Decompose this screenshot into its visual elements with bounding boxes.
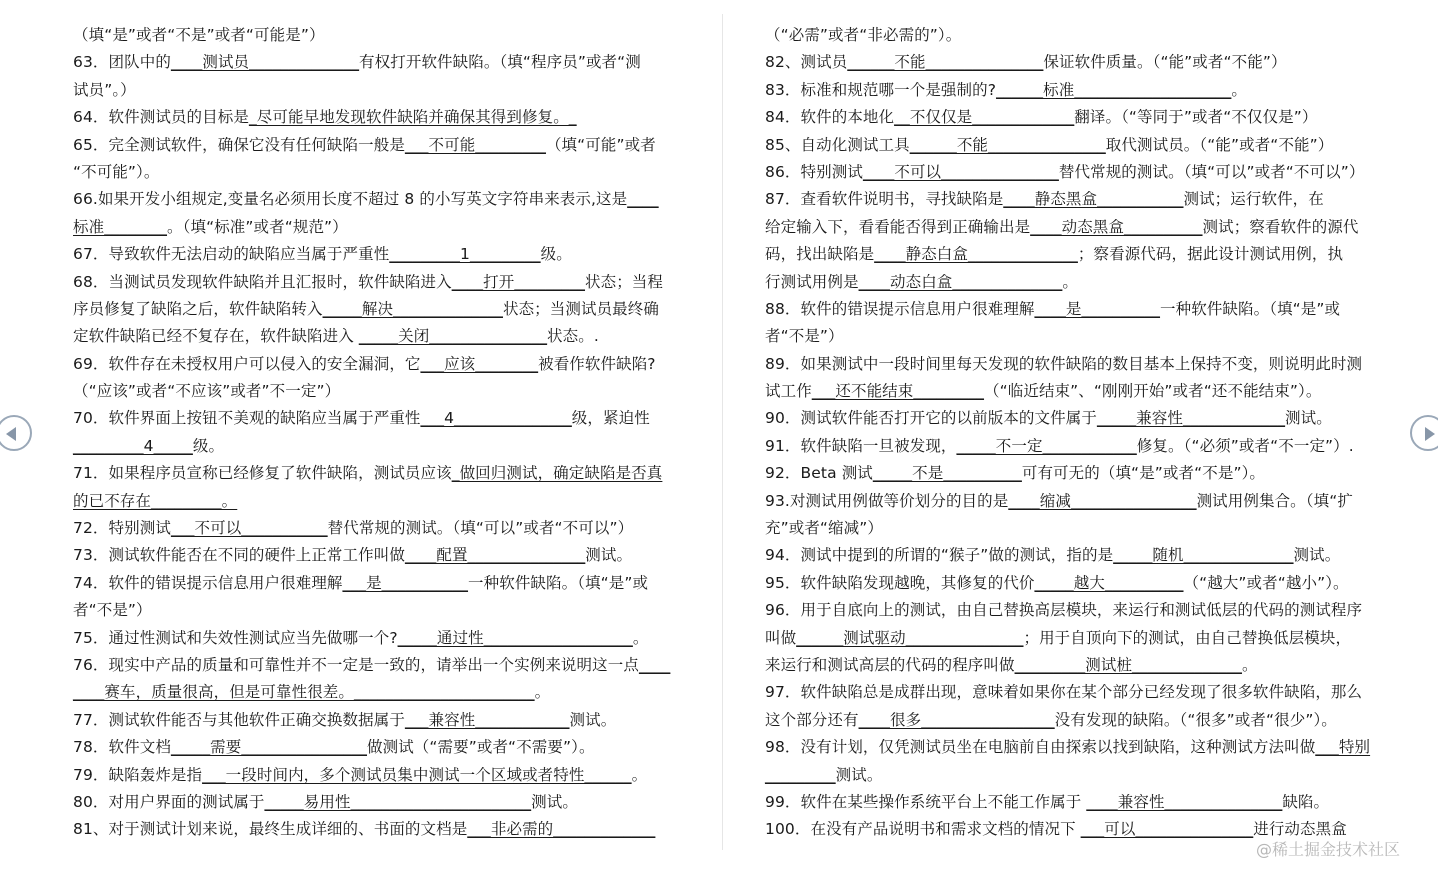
question-text: 测试。: [569, 710, 617, 729]
text-line: [73, 460, 670, 487]
question-text: 可有可无的（填“是”或者“不是”）。: [1021, 464, 1266, 483]
text-line: [73, 296, 670, 323]
text-line: [73, 734, 670, 761]
question-text: 74．软件的错误提示信息用户很难理解: [73, 573, 343, 592]
text-line: [765, 762, 1370, 789]
question-text: 84．软件的本地化: [765, 108, 895, 127]
question-text: 87．查看软件说明书，寻找缺陷是: [765, 190, 1004, 209]
question-text: （填“可能”或者: [545, 135, 656, 154]
question-text: 者“不是”）: [765, 327, 844, 346]
question-text: 98．没有计划，仅凭测试员坐在电脑前自由探索以找到缺陷，这种测试方法叫做: [765, 738, 1316, 757]
text-line: [765, 570, 1370, 597]
answer-blank: 的已不存在_________。: [73, 491, 238, 510]
previous-page-button[interactable]: [0, 415, 32, 451]
question-text: 叫做: [765, 628, 797, 647]
text-line: [73, 323, 670, 350]
question-text: 。: [534, 683, 551, 702]
answer-blank: ___是___________: [342, 573, 469, 592]
question-text: 92．Beta 测试: [765, 464, 873, 483]
question-text: ；察看源代码，据此设计测试用例，执: [1077, 245, 1344, 264]
right-page-text: [765, 22, 1370, 844]
question-text: 试员”。）: [73, 80, 136, 99]
question-text: 93.对测试用例做等价划分的目的是: [765, 491, 1009, 510]
question-text: 79．缺陷轰炸是指: [73, 765, 203, 784]
answer-blank: ______测试驱动_______________: [796, 628, 1024, 647]
question-text: 89．如果测试中一段时间里每天发现的软件缺陷的数目基本上保持不变，则说明此时测: [765, 354, 1363, 373]
question-text: “不可能”）。: [73, 162, 160, 181]
answer-blank: ____打开_________: [451, 272, 585, 291]
answer-blank: ______标准____________________: [996, 80, 1232, 99]
question-text: 71．如果程序员宣称已经修复了软件缺陷，测试员应该: [73, 464, 452, 483]
question-text: 保证软件质量。（“能”或者“不能”）: [1043, 53, 1287, 72]
answer-blank: ____很多_________________: [858, 710, 1055, 729]
text-line: [73, 132, 670, 159]
question-text: ；用于自顶向下的测试，由自己替换低层模块，: [1023, 628, 1352, 647]
question-text: 67．导致软件无法启动的缺陷应当属于严重性: [73, 245, 390, 264]
question-text: 状态；当程: [585, 272, 664, 291]
page-divider: [722, 14, 723, 850]
answer-blank: ____测试员______________: [170, 53, 360, 72]
answer-blank: _____通过性___________________: [397, 628, 633, 647]
answer-blank: ___4_______________: [420, 409, 572, 428]
answer-blank: ___可以_______________: [1080, 820, 1254, 839]
text-line: [765, 323, 1370, 350]
text-line: [73, 789, 670, 816]
text-line: [765, 734, 1370, 761]
text-line: [765, 460, 1370, 487]
answer-blank: _________1_________: [389, 245, 541, 264]
answer-blank: ____动态白盒______________: [858, 272, 1063, 291]
text-line: [73, 679, 670, 706]
question-text: 缺陷。: [1282, 792, 1330, 811]
text-line: [765, 707, 1370, 734]
text-line: [73, 214, 670, 241]
answer-blank: _做回归测试，确定缺陷是否真: [451, 464, 663, 483]
question-text: 100．在没有产品说明书和需求文档的情况下: [765, 820, 1081, 839]
question-text: 。: [631, 765, 648, 784]
text-line: [765, 214, 1370, 241]
question-text: 修复。（“必须”或者“不一定”）.: [1136, 436, 1354, 455]
arrow-left-icon: [6, 427, 16, 441]
question-text: 85、自动化测试工具: [765, 135, 910, 154]
question-text: 来运行和测试高层的代码的程序叫做: [765, 655, 1015, 674]
answer-blank: ____缩减________________: [1008, 491, 1197, 510]
left-page-text: [73, 22, 670, 844]
text-line: [765, 625, 1370, 652]
question-text: 这个部分还有: [765, 710, 859, 729]
text-line: [73, 762, 670, 789]
answer-blank: ___一段时间内，多个测试员集中测试一个区域或者特性______: [202, 765, 632, 784]
text-line: [73, 22, 670, 49]
answer-blank: _____需要________________: [170, 738, 367, 757]
question-text: 83．标准和规范哪一个是强制的?: [765, 80, 997, 99]
question-text: 测试用例集合。（填“扩: [1196, 491, 1353, 510]
answer-blank: _________测试桩______________: [1014, 655, 1242, 674]
question-text: 70．软件界面上按钮不美观的缺陷应当属于严重性: [73, 409, 421, 428]
question-text: 。: [1241, 655, 1258, 674]
text-line: [765, 49, 1370, 76]
question-text: 测试。: [531, 792, 578, 811]
answer-blank: __不仅仅是_____________: [894, 108, 1075, 127]
question-text: 测试。: [585, 546, 633, 565]
text-line: [765, 104, 1370, 131]
question-text: 81、对于测试计划来说，最终生成详细的、书面的文档是: [73, 820, 468, 839]
text-line: [765, 433, 1370, 460]
answer-blank: ____兼容性_______________: [1086, 792, 1283, 811]
answer-blank: _____易用性_______________________: [264, 792, 532, 811]
question-text: 一种软件缺陷。（填“是”或: [1160, 299, 1341, 318]
question-text: 86．特别测试: [765, 162, 863, 181]
text-line: [765, 269, 1370, 296]
question-text: 82、测试员: [765, 53, 848, 72]
question-text: 。: [1062, 272, 1078, 291]
answer-blank: ___兼容性____________: [404, 710, 570, 729]
question-text: 测试。: [1293, 546, 1341, 565]
question-text: 96．用于自底向上的测试，由自己替换高层模块，来运行和测试低层的代码的测试程序: [765, 601, 1363, 620]
answer-blank: _________4_____: [73, 436, 193, 455]
question-text: 翻译。（“等同于”或者“不仅仅是”）: [1074, 108, 1318, 127]
text-line: [73, 351, 670, 378]
question-text: 测试；运行软件，在: [1183, 190, 1324, 209]
text-line: [765, 378, 1370, 405]
text-line: [73, 570, 670, 597]
answer-blank: ___非必需的_____________: [467, 820, 656, 839]
question-text: （“必需”或者“非必需的”）。: [765, 26, 962, 44]
text-line: [73, 159, 670, 186]
answer-blank: _____解决______________: [322, 299, 503, 318]
question-text: 定软件缺陷已经不复存在，软件缺陷进入: [73, 327, 359, 346]
text-line: [765, 241, 1370, 268]
text-line: [765, 542, 1370, 569]
question-text: 序员修复了缺陷之后，软件缺陷转入: [73, 299, 323, 318]
question-text: 80．对用户界面的测试属于: [73, 792, 265, 811]
answer-blank: ______不能_______________: [909, 135, 1106, 154]
question-text: 73．测试软件能否在不同的硬件上正常工作叫做: [73, 546, 405, 565]
answer-blank: _____关闭_______________: [358, 327, 548, 346]
question-text: 进行动态黑盒: [1253, 820, 1347, 839]
question-text: 68．当测试员发现软件缺陷并且汇报时，软件缺陷进入: [73, 272, 452, 291]
answer-blank: ___特别: [1315, 738, 1371, 757]
question-text: 99．软件在某些操作系统平台上不能工作属于: [765, 792, 1087, 811]
text-line: [765, 597, 1370, 624]
arrow-right-icon: [1425, 427, 1435, 441]
text-line: [765, 77, 1370, 104]
question-text: 测试。: [1285, 409, 1332, 428]
answer-blank: _尽可能早地发现软件缺陷并确保其得到修复。_: [248, 108, 577, 127]
text-line: [765, 132, 1370, 159]
question-text: 一种软件缺陷。（填“是”或: [468, 573, 649, 592]
question-text: 状态。.: [547, 327, 599, 346]
text-line: [73, 488, 670, 515]
text-line: [765, 679, 1370, 706]
site-watermark: @稀土掘金技术社区: [1256, 840, 1401, 859]
question-text: 测试；察看软件的源代: [1202, 217, 1359, 236]
question-text: 。（填“标准”或者“规范”）: [167, 217, 348, 236]
question-text: 75．通过性测试和失效性测试应当先做哪一个?: [73, 628, 398, 647]
text-line: [765, 515, 1370, 542]
text-line: [73, 542, 670, 569]
text-line: [765, 789, 1370, 816]
text-line: [73, 707, 670, 734]
text-line: [73, 104, 670, 131]
text-line: [73, 515, 670, 542]
text-line: [765, 405, 1370, 432]
question-text: 88．软件的错误提示信息用户很难理解: [765, 299, 1035, 318]
answer-blank: ____: [627, 190, 659, 209]
question-text: 95．软件缺陷发现越晚，其修复的代价: [765, 573, 1035, 592]
answer-blank: _________: [765, 765, 836, 784]
question-text: 63．团队中的: [73, 53, 171, 72]
text-line: [73, 77, 670, 104]
question-text: 77．测试软件能否与其他软件正确交换数据属于: [73, 710, 405, 729]
question-text: 。: [1231, 80, 1247, 99]
answer-blank: ____不可以_______________: [862, 162, 1059, 181]
text-line: [765, 159, 1370, 186]
answer-blank: _____不一定____________: [956, 436, 1137, 455]
question-text: （“应该”或者“不应该”或者”不一定”）: [73, 382, 341, 401]
answer-blank: ___不可能_________: [404, 135, 546, 154]
answer-blank: 标准________: [73, 217, 168, 236]
question-text: 者“不是”）: [73, 601, 152, 620]
question-text: 69．软件存在未授权用户可以侵入的安全漏洞，它: [73, 354, 421, 373]
text-line: [73, 652, 670, 679]
answer-blank: ______不能_______________: [847, 53, 1044, 72]
question-text: 行测试用例是: [765, 272, 859, 291]
text-line: [73, 378, 670, 405]
answer-blank: ____静态白盒______________: [874, 245, 1078, 264]
question-text: 充”或者“缩减”）: [765, 519, 883, 538]
answer-blank: ____是__________: [1034, 299, 1161, 318]
answer-blank: _____越大__________: [1034, 573, 1184, 592]
question-text: 级，紧迫性: [571, 409, 650, 428]
text-line: [765, 186, 1370, 213]
question-text: 做测试（“需要”或者“不需要”）。: [367, 738, 595, 757]
text-line: [73, 269, 670, 296]
text-line: [765, 22, 1370, 49]
answer-blank: _____随机______________: [1113, 546, 1294, 565]
text-line: [765, 351, 1370, 378]
question-text: 级。: [540, 245, 572, 264]
answer-blank: ____: [638, 655, 671, 674]
text-line: [765, 652, 1370, 679]
answer-blank: ____赛车，质量很高，但是可靠性很差。_______________________: [73, 683, 535, 702]
text-line: [765, 296, 1370, 323]
question-text: 码，找出缺陷是: [765, 245, 875, 264]
text-line: [73, 816, 670, 843]
question-text: （“越大”或者“越小”）。: [1183, 573, 1349, 592]
question-text: （填“是”或者“不是”或者“可能是”）: [73, 26, 325, 44]
answer-blank: ____配置_______________: [404, 546, 586, 565]
question-text: 97．软件缺陷总是成群出现，意味着如果你在某个部分已经发现了很多软件缺陷，那么: [765, 683, 1363, 702]
text-line: [73, 625, 670, 652]
text-line: [73, 186, 670, 213]
question-text: （“临近结束”、“刚刚开始”或者“还不能结束”）。: [984, 382, 1322, 401]
question-text: 试工作: [765, 382, 812, 401]
answer-blank: ___还不能结束_________: [811, 382, 985, 401]
answer-blank: _____兼容性_____________: [1096, 409, 1286, 428]
text-line: [73, 597, 670, 624]
question-text: 给定输入下，看看能否得到正确输出是: [765, 217, 1031, 236]
answer-blank: ____静态黑盒___________: [1003, 190, 1184, 209]
question-text: 状态；当测试员最终确: [502, 299, 659, 318]
question-text: 有权打开软件缺陷。（填“程序员”或者“测: [359, 53, 641, 72]
question-text: 替代常规的测试。（填“可以”或者“不可以”）: [1058, 162, 1365, 181]
question-text: 。: [632, 628, 649, 647]
answer-blank: ____动态黑盒__________: [1030, 217, 1203, 236]
question-text: 76．现实中产品的质量和可靠性并不一定是一致的，请举出一个实例来说明这一点: [73, 655, 639, 674]
question-text: 64．软件测试员的目标是: [73, 108, 249, 127]
question-text: 取代测试员。（“能”或者“不能”）: [1105, 135, 1334, 154]
question-text: 78．软件文档: [73, 738, 171, 757]
question-text: 66.如果开发小组规定,变量名必须用长度不超过 8 的小写英文字符串来表示,这是: [73, 190, 628, 209]
text-line: [765, 488, 1370, 515]
next-page-button[interactable]: [1410, 415, 1438, 451]
right-document-page: [752, 0, 1382, 852]
question-text: 级。: [192, 436, 225, 455]
question-text: 被看作软件缺陷?: [538, 354, 656, 373]
question-text: 没有发现的缺陷。（“很多”或者“很少”）。: [1054, 710, 1337, 729]
question-text: 测试。: [835, 765, 883, 784]
text-line: [73, 405, 670, 432]
question-text: 65．完全测试软件，确保它没有任何缺陷一般是: [73, 135, 405, 154]
text-line: [73, 241, 670, 268]
answer-blank: ___不可以___________: [170, 519, 328, 538]
left-document-page: [60, 0, 700, 852]
question-text: 90．测试软件能否打开它的以前版本的文件属于: [765, 409, 1097, 428]
text-line: [73, 49, 670, 76]
answer-blank: _____不是__________: [872, 464, 1022, 483]
answer-blank: ___应该________: [420, 354, 539, 373]
question-text: 91．软件缺陷一旦被发现，: [765, 436, 957, 455]
question-text: 72．特别测试: [73, 519, 171, 538]
question-text: 替代常规的测试。（填“可以”或者“不可以”）: [327, 519, 634, 538]
text-line: [73, 433, 670, 460]
question-text: 94．测试中提到的所谓的“猴子”做的测试，指的是: [765, 546, 1114, 565]
